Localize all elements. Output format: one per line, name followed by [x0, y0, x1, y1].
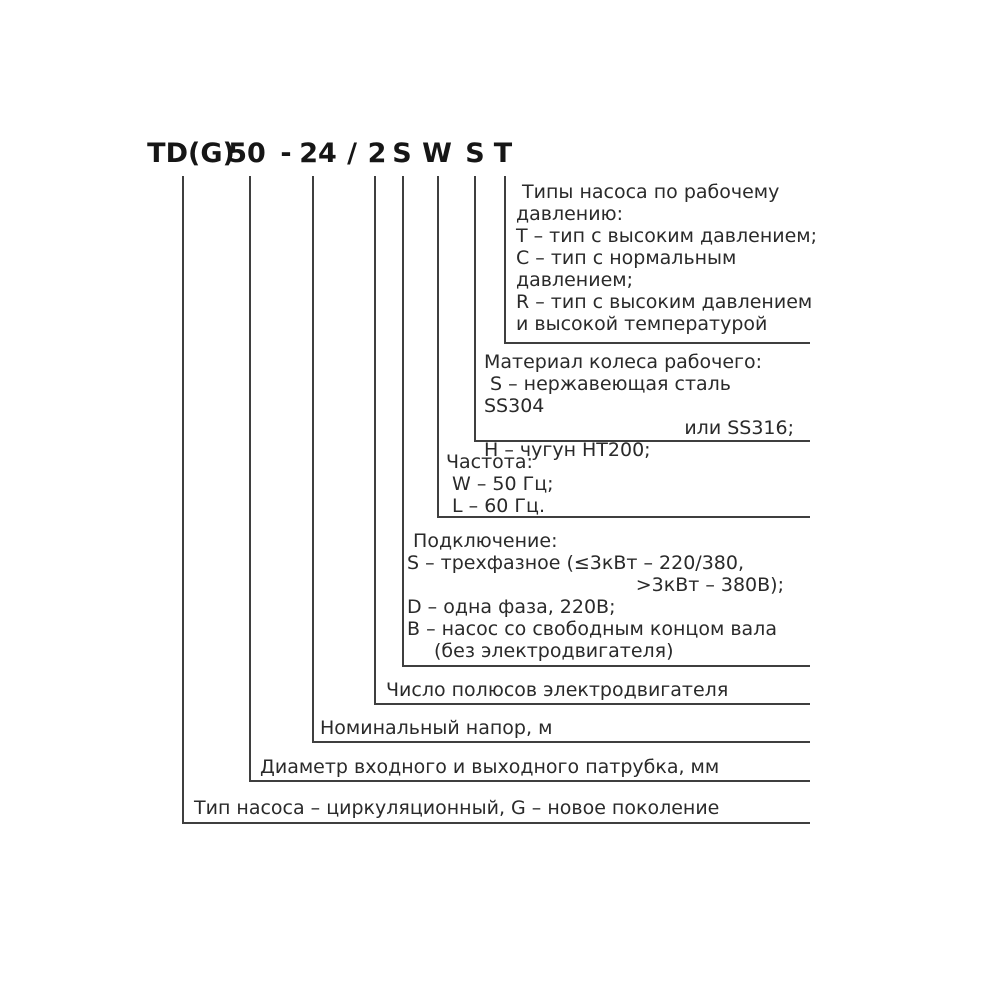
- section-frequency: [446, 451, 666, 517]
- code-part-poles: 2: [367, 138, 387, 169]
- code-part-connection: S: [392, 138, 412, 169]
- section-poles: [386, 679, 728, 701]
- pressure-type-r-line2: и высокой температурой: [516, 313, 768, 335]
- section-connection: [407, 530, 784, 662]
- connection-title: Подключение:: [407, 530, 558, 552]
- section-pump-type: [194, 797, 719, 819]
- section-impeller-material: [484, 351, 794, 461]
- connector-vline-material: [474, 176, 476, 442]
- section-pressure-types: [516, 181, 822, 335]
- connector-vline-head: [312, 176, 314, 743]
- connector-vline-frequency: [437, 176, 439, 518]
- connection-b-line1: B – насос со свободным концом вала: [407, 618, 777, 640]
- code-part-frequency: W: [422, 138, 452, 169]
- connection-s-line1: S – трехфазное (≤3кВт – 220/380,: [407, 552, 745, 574]
- frequency-l: L – 60 Гц.: [446, 495, 545, 517]
- section-head: [320, 717, 552, 739]
- connector-vline-connection: [402, 176, 404, 667]
- section-diameter: [260, 756, 719, 778]
- underline-diameter: [249, 780, 810, 782]
- code-part-material: S: [465, 138, 485, 169]
- connector-vline-pressure: [504, 176, 506, 344]
- diameter-label: Диаметр входного и выходного патрубка, мм: [260, 756, 720, 778]
- frequency-title: Частота:: [446, 451, 533, 473]
- underline-head: [312, 741, 810, 743]
- underline-connection: [402, 665, 810, 667]
- pressure-type-t: Т – тип с высоким давлением;: [516, 225, 818, 247]
- pressure-types-title-line1: Типы насоса по рабочему: [516, 181, 780, 203]
- pressure-type-c-line1: С – тип с нормальным: [516, 247, 737, 269]
- head-label: Номинальный напор, м: [320, 717, 553, 739]
- underline-pump-type: [182, 822, 810, 824]
- connector-vline-diameter: [249, 176, 251, 782]
- impeller-material-h: H – чугун HT200;: [484, 439, 651, 461]
- poles-label: Число полюсов электродвигателя: [386, 679, 729, 701]
- code-part-diameter: 50: [228, 138, 266, 169]
- impeller-material-s-line2: или SS316;: [684, 417, 794, 439]
- code-part-dash: -: [280, 138, 292, 169]
- connection-b-line2: (без электродвигателя): [434, 640, 674, 662]
- pressure-type-c-line2: давлением;: [516, 269, 634, 291]
- impeller-material-title: Материал колеса рабочего:: [484, 351, 763, 373]
- pump-type-label: Тип насоса – циркуляционный, G – новое поколение: [194, 797, 720, 819]
- frequency-w: W – 50 Гц;: [446, 473, 554, 495]
- code-part-head: 24: [299, 138, 337, 169]
- pressure-types-title-line2: давлению:: [516, 203, 623, 225]
- connection-s-line2: >3кВт – 380В);: [635, 574, 784, 596]
- impeller-material-s-line1: S – нержавеющая сталь SS304: [484, 373, 738, 417]
- connector-vline-poles: [374, 176, 376, 705]
- underline-pressure-types: [504, 342, 810, 344]
- underline-poles: [374, 703, 810, 705]
- code-part-slash: /: [347, 138, 357, 169]
- code-part-series: TD(G): [147, 138, 235, 169]
- code-part-pressure: T: [493, 138, 513, 169]
- pressure-type-r-line1: R – тип с высоким давлением: [516, 291, 813, 313]
- connector-vline-pump-type: [182, 176, 184, 824]
- connection-d: D – одна фаза, 220В;: [407, 596, 616, 618]
